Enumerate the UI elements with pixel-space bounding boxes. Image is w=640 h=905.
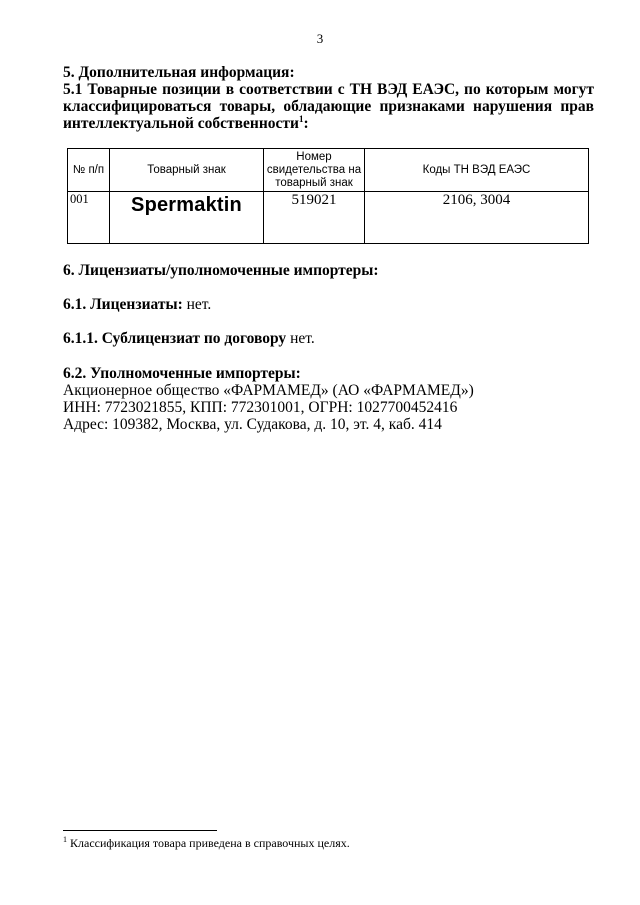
importer-address: Адрес: 109382, Москва, ул. Судакова, д. 10, эт. 4, каб. 414 [63,416,442,433]
row-codes: 2106, 3004 [365,192,589,244]
header-number: № п/п [68,149,110,192]
section-5-1-colon: : [303,115,309,132]
trademark-table [67,148,589,244]
table-header-row [68,149,589,192]
section-5-1-text: 5.1 Товарные позиции в соответствии с ТН ВЭД ЕАЭС, по которым могут классифицироваться товары, обладающие признаками нарушения прав интеллектуальной собственности [63,81,594,132]
sublicensee-value: нет. [286,330,315,347]
sublicensee-label: 6.1.1. Сублицензиат по договору [63,330,287,347]
section-5-1-heading [63,81,594,132]
row-trademark [110,192,264,244]
footnote-mark: 1 [63,835,67,844]
header-certificate: Номер свидетельства на товарный знак [264,149,365,192]
section-5-heading: 5. Дополнительная информация: [63,64,295,81]
row-number: 001 [68,192,110,244]
section-5 [63,64,594,132]
sublicensee-line [63,330,594,347]
footnote-reference: 1 [298,113,304,124]
importer-ids: ИНН: 7723021855, КПП: 772301001, ОГРН: 1027700452416 [63,399,458,416]
header-trademark: Товарный знак [110,149,264,192]
licensees-value: нет. [182,296,212,313]
importers-block [63,365,594,433]
trademark-logo: Spermaktin [131,194,242,216]
licensees-label: 6.1. Лицензиаты: [63,296,183,313]
table-row [68,192,589,244]
importers-label: 6.2. Уполномоченные импортеры: [63,365,301,382]
section-6-heading: 6. Лицензиаты/уполномоченные импортеры: [63,262,379,279]
licensees-line [63,296,594,313]
header-codes: Коды ТН ВЭД ЕАЭС [365,149,589,192]
footnote [63,836,350,851]
importer-name: Акционерное общество «ФАРМАМЕД» (АО «ФАРМАМЕД») [63,382,474,399]
footnote-divider [63,830,217,831]
page-number: 3 [316,31,324,46]
footnote-text: Классификация товара приведена в справочных целях. [67,836,350,850]
row-certificate: 519021 [264,192,365,244]
